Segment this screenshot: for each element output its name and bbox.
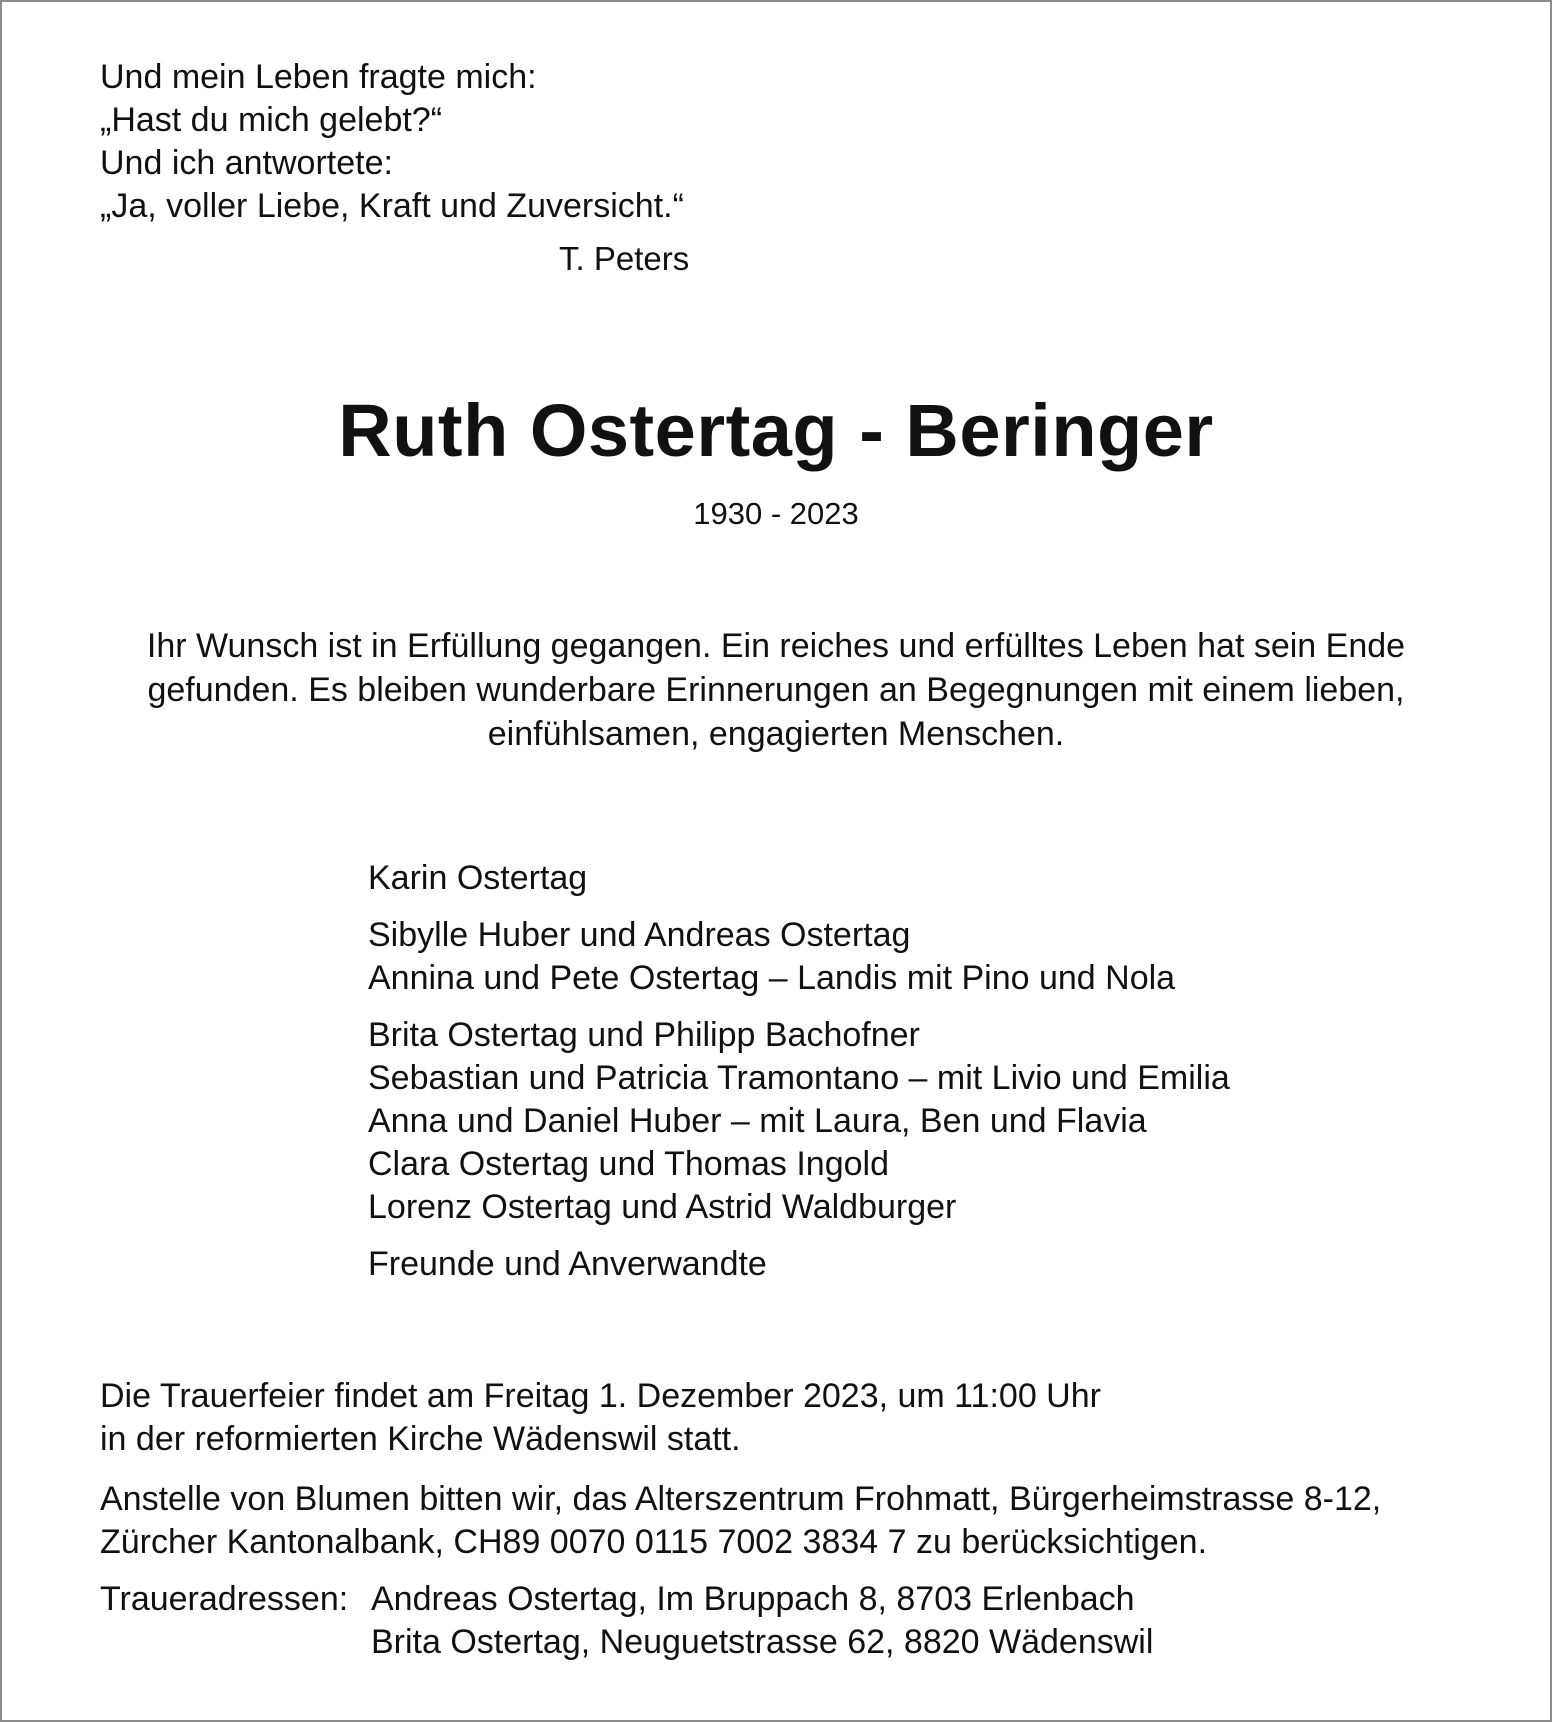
mourner-line: Karin Ostertag [368,859,588,897]
quote-author: T. Peters [559,240,690,277]
quote-line: „Hast du mich gelebt?“ [100,101,443,139]
mourner-line: Sebastian und Patricia Tramontano – mit Livio und Emilia [368,1059,1230,1097]
quote-line: Und mein Leben fragte mich: [100,58,537,96]
service-line: Die Trauerfeier findet am Freitag 1. Dezember 2023, um 11:00 Uhr [100,1377,1101,1415]
donation-info [100,1482,1381,1568]
mourners-list [368,861,1230,1304]
mourner-line: Clara Ostertag und Thomas Ingold [368,1145,889,1183]
message-line: gefunden. Es bleiben wunderbare Erinnerungen an Begegnungen mit einem lieben, [147,671,1405,709]
mourner-line: Anna und Daniel Huber – mit Laura, Ben und Flavia [368,1102,1147,1140]
addresses-label: Traueradressen: [100,1580,349,1618]
quote-line: „Ja, voller Liebe, Kraft und Zuversicht.“ [100,187,684,225]
deceased-name: Ruth Ostertag - Beringer [338,389,1214,472]
address-line: Andreas Ostertag, Im Bruppach 8, 8703 Erlenbach [371,1580,1135,1618]
memorial-message [62,624,1490,756]
mourner-line: Brita Ostertag und Philipp Bachofner [368,1016,920,1054]
mourner-line: Lorenz Ostertag und Astrid Waldburger [368,1188,957,1226]
service-info [100,1379,1101,1465]
mourner-line: Sibylle Huber und Andreas Ostertag [368,916,911,954]
quote [100,58,820,277]
address-line: Brita Ostertag, Neuguetstrasse 62, 8820 Wädenswil [371,1623,1154,1661]
mourner-group [368,1018,1230,1233]
mourner-line: Freunde und Anverwandte [368,1245,767,1283]
donation-line: Anstelle von Blumen bitten wir, das Alterszentrum Frohmatt, Bürgerheimstrasse 8-12, [100,1480,1382,1518]
message-line: Ihr Wunsch ist in Erfüllung gegangen. Ein reiches und erfülltes Leben hat sein Ende [146,627,1406,665]
mourner-group [368,918,1230,1004]
message-line: einfühlsamen, engagierten Menschen. [487,715,1065,753]
quote-line: Und ich antwortete: [100,144,393,182]
mourner-line: Annina und Pete Ostertag – Landis mit Pino und Nola [368,959,1176,997]
mourner-group [368,1247,1230,1290]
addresses-list [371,1582,1153,1668]
mourner-group [368,861,1230,904]
service-line: in der reformierten Kirche Wädenswil statt. [100,1420,741,1458]
life-years: 1930 - 2023 [693,496,859,531]
donation-line: Zürcher Kantonalbank, CH89 0070 0115 7002 3834 7 zu berücksichtigen. [100,1523,1208,1561]
